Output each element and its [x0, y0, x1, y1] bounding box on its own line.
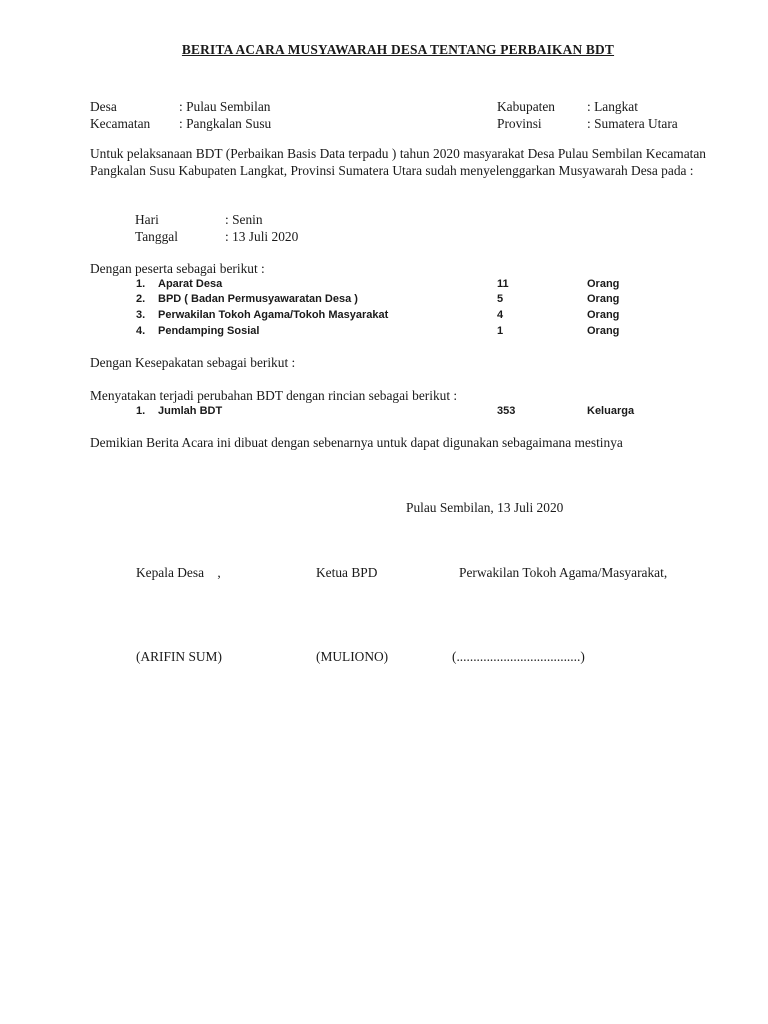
- item-count: 4: [497, 309, 504, 321]
- desa-value: : Pulau Sembilan: [179, 99, 271, 114]
- item-unit: Orang: [587, 325, 620, 337]
- item-name: Perwakilan Tokoh Agama/Tokoh Masyarakat: [158, 309, 389, 321]
- closing-statement: Demikian Berita Acara ini dibuat dengan sebenarnya untuk dapat digunakan sebagaimana mestinya: [90, 435, 623, 450]
- item-count: 5: [497, 293, 504, 305]
- provinsi-value: : Sumatera Utara: [587, 116, 678, 131]
- item-number: 1.: [136, 405, 146, 417]
- perwakilan-title: Perwakilan Tokoh Agama/Masyarakat,: [459, 565, 668, 580]
- item-name: Pendamping Sosial: [158, 325, 260, 337]
- intro-paragraph: Untuk pelaksanaan BDT (Perbaikan Basis Data terpadu ) tahun 2020 masyarakat Desa Pulau Sembilan Kecamatan Pangkalan Susu Kabupaten Langkat, Provinsi Sumatera Utara sudah menyelenggarkan Musyawarah Desa pada :: [90, 146, 706, 178]
- item-name: Jumlah BDT: [158, 405, 223, 417]
- item-unit: Orang: [587, 293, 620, 305]
- desa-label: Desa: [90, 99, 117, 114]
- kabupaten-label: Kabupaten: [497, 99, 556, 114]
- participants-heading: Dengan peserta sebagai berikut :: [90, 261, 265, 276]
- item-name: BPD ( Badan Permusyawaratan Desa ): [158, 293, 358, 305]
- place-date: Pulau Sembilan, 13 Juli 2020: [406, 500, 564, 515]
- item-unit: Orang: [587, 309, 620, 321]
- tanggal-label: Tanggal: [135, 229, 178, 244]
- hari-label: Hari: [135, 212, 159, 227]
- item-unit: Keluarga: [587, 405, 635, 417]
- hari-value: : Senin: [225, 212, 263, 227]
- ketua-bpd-title: Ketua BPD: [316, 565, 378, 580]
- kabupaten-value: : Langkat: [587, 99, 638, 114]
- ketua-bpd-name: (MULIONO): [316, 649, 389, 664]
- kecamatan-value: : Pangkalan Susu: [179, 116, 272, 131]
- item-number: 3.: [136, 309, 146, 321]
- kecamatan-label: Kecamatan: [90, 116, 151, 131]
- tanggal-value: : 13 Juli 2020: [225, 229, 299, 244]
- item-name: Aparat Desa: [158, 278, 223, 290]
- perwakilan-name: (.....................................): [452, 649, 585, 664]
- agreement-heading: Dengan Kesepakatan sebagai berikut :: [90, 355, 296, 370]
- kepala-desa-name: (ARIFIN SUM): [136, 649, 222, 664]
- document-title: BERITA ACARA MUSYAWARAH DESA TENTANG PERBAIKAN BDT: [181, 42, 615, 57]
- item-unit: Orang: [587, 278, 620, 290]
- item-count: 1: [497, 325, 504, 337]
- kepala-desa-title: Kepala Desa ,: [136, 565, 221, 580]
- item-count: 353: [497, 405, 516, 417]
- provinsi-label: Provinsi: [497, 116, 542, 131]
- item-number: 2.: [136, 293, 146, 305]
- item-count: 11: [497, 278, 509, 290]
- item-number: 1.: [136, 278, 146, 290]
- item-number: 4.: [136, 325, 146, 337]
- changes-heading: Menyatakan terjadi perubahan BDT dengan rincian sebagai berikut :: [90, 388, 458, 403]
